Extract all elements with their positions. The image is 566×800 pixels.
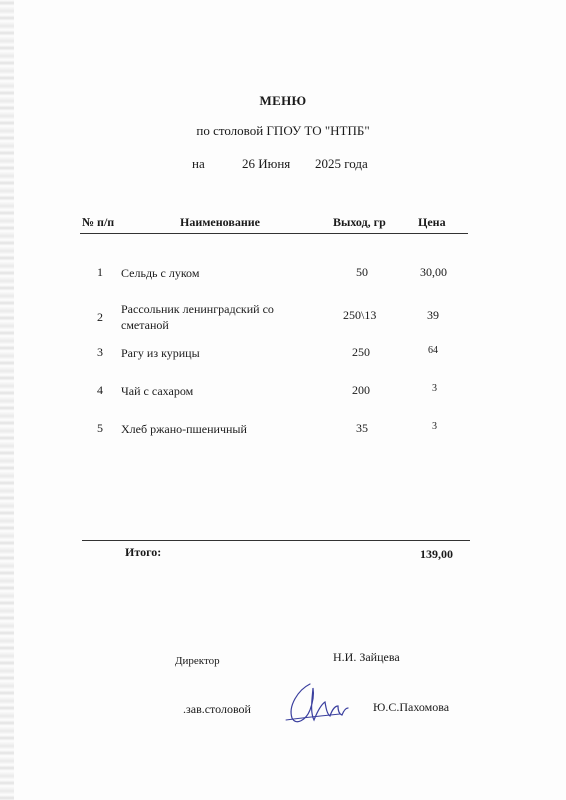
row-name: Рагу из курицы xyxy=(121,346,200,360)
row-num: 2 xyxy=(97,310,103,324)
header-name: Наименование xyxy=(180,215,260,229)
row-name: Чай с сахаром xyxy=(121,384,194,398)
date-prefix: на xyxy=(192,156,205,171)
row-price: 39 xyxy=(427,308,439,322)
row-name: Сельдь с луком xyxy=(121,266,200,280)
page-title: МЕНЮ xyxy=(259,93,307,108)
date-year: 2025 года xyxy=(315,156,368,171)
row-name: Рассольник ленинградский со сметаной xyxy=(121,302,274,332)
row-num: 1 xyxy=(97,265,103,279)
row-output: 200 xyxy=(352,383,370,397)
total-label: Итого: xyxy=(125,545,162,559)
row-num: 5 xyxy=(97,421,103,435)
row-price: 64 xyxy=(428,345,438,356)
row-num: 3 xyxy=(97,345,103,359)
header-num: № п/п xyxy=(82,215,115,229)
row-name: Хлеб ржано-пшеничный xyxy=(121,422,247,436)
header-price: Цена xyxy=(418,215,446,229)
row-output: 35 xyxy=(356,421,368,435)
header-output: Выход, гр xyxy=(333,215,386,229)
row-output: 250\13 xyxy=(343,308,377,322)
date-day: 26 Июня xyxy=(242,156,291,171)
row-num: 4 xyxy=(97,383,103,397)
handwritten-signature xyxy=(280,680,350,728)
row-price: 3 xyxy=(432,421,437,432)
total-divider xyxy=(82,540,470,541)
canteen-head-name: Ю.С.Пахомова xyxy=(373,700,450,714)
page-subtitle: по столовой ГПОУ ТО "НТПБ" xyxy=(196,123,370,138)
director-label: Директор xyxy=(175,655,220,667)
row-price: 30,00 xyxy=(420,265,447,279)
row-output: 250 xyxy=(352,345,370,359)
total-value: 139,00 xyxy=(420,547,453,561)
row-output: 50 xyxy=(356,265,368,279)
director-name: Н.И. Зайцева xyxy=(333,650,400,664)
canteen-head-label: .зав.столовой xyxy=(183,702,251,716)
row-price: 3 xyxy=(432,383,437,394)
